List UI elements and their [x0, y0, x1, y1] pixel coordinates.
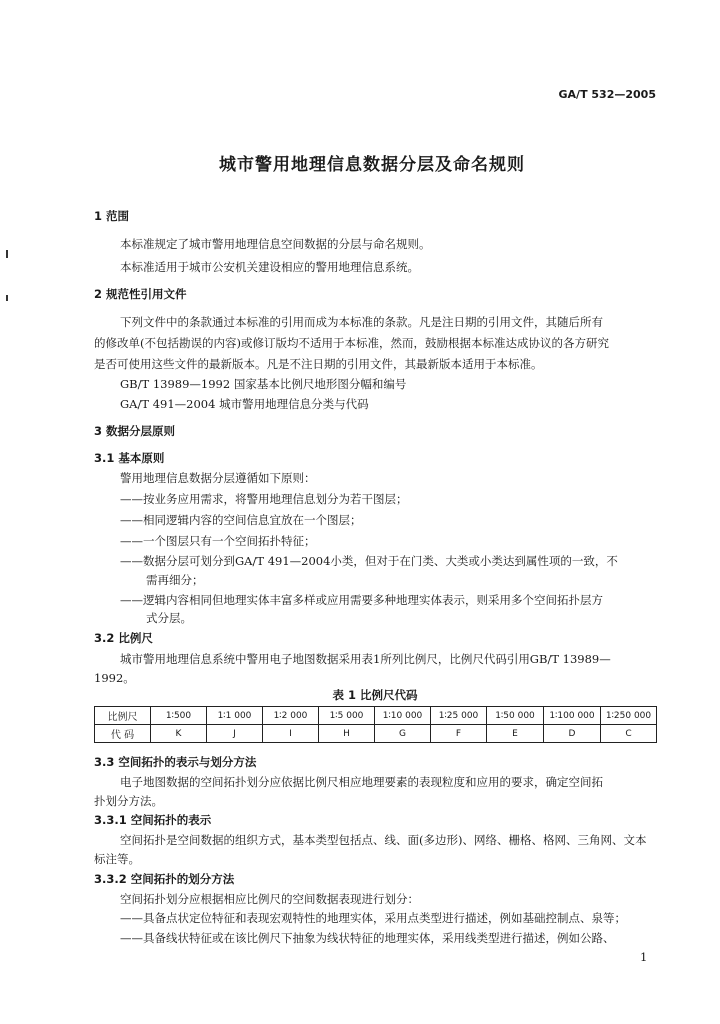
principle-item: ——按业务应用需求，将警用地理信息划分为若干图层； [120, 492, 408, 506]
scale-cell: 1∶5 000 [319, 707, 375, 725]
table-header-cell: 比例尺 [95, 707, 151, 725]
section-3-heading: 3 数据分层原则 [94, 424, 176, 438]
section-2-paragraph: 是否可使用这些文件的最新版本。凡是不注日期的引用文件，其最新版本适用于本标准。 [94, 357, 543, 371]
scale-cell: 1∶100 000 [544, 707, 601, 725]
section-3-3-2-intro: 空间拓扑划分应根据相应比例尺的空间数据表现进行划分： [120, 892, 419, 906]
section-3-2-paragraph: 1992。 [94, 671, 135, 685]
section-3-2-heading: 3.2 比例尺 [94, 631, 153, 645]
topology-item: ——具备点状定位特征和表现宏观特性的地理实体，采用点类型进行描述，例如基础控制点、泉等； [120, 911, 626, 925]
section-2-heading: 2 规范性引用文件 [94, 287, 187, 301]
table-caption: 表 1 比例尺代码 [332, 688, 418, 702]
scale-cell: 1∶250 000 [601, 707, 657, 725]
principle-item: ——相同逻辑内容的空间信息宜放在一个图层； [120, 513, 362, 527]
principle-item-continuation: 需再细分； [146, 573, 204, 587]
code-cell: G [375, 725, 431, 743]
code-cell: C [601, 725, 657, 743]
reference-item: GB/T 13989—1992 国家基本比例尺地形图分幅和编号 [120, 377, 407, 391]
table-row [95, 725, 657, 743]
section-3-3-2-heading: 3.3.2 空间拓扑的划分方法 [94, 872, 235, 886]
topology-item: ——具备线状特征或在该比例尺下抽象为线状特征的地理实体，采用线类型进行描述，例如公路、 [120, 931, 615, 945]
scale-cell: 1∶500 [151, 707, 207, 725]
section-3-1-intro: 警用地理信息数据分层遵循如下原则： [120, 471, 316, 485]
scan-edge-mark [6, 295, 8, 301]
section-3-3-paragraph: 扑划分方法。 [94, 794, 163, 808]
table-header-cell: 代 码 [95, 725, 151, 743]
section-3-3-1-heading: 3.3.1 空间拓扑的表示 [94, 813, 212, 827]
section-3-1-heading: 3.1 基本原则 [94, 451, 165, 465]
scale-cell: 1∶50 000 [487, 707, 544, 725]
scale-cell: 1∶1 000 [207, 707, 263, 725]
code-cell: J [207, 725, 263, 743]
code-cell: E [487, 725, 544, 743]
section-2-paragraph: 的修改单(不包括勘误的内容)或修订版均不适用于本标准，然而，鼓励根据本标准达成协议的各方研究 [94, 336, 609, 350]
section-1-heading: 1 范围 [94, 209, 130, 223]
code-cell: D [544, 725, 601, 743]
scale-code-table [94, 706, 657, 743]
code-cell: I [263, 725, 319, 743]
principle-item-continuation: 式分层。 [146, 611, 192, 625]
section-3-3-1-paragraph: 空间拓扑是空间数据的组织方式，基本类型包括点、线、面(多边形)、网络、栅格、格网、三角网、文本 [120, 833, 647, 847]
scale-cell: 1∶10 000 [375, 707, 431, 725]
document-title: 城市警用地理信息数据分层及命名规则 [219, 155, 525, 175]
scale-cell: 1∶25 000 [431, 707, 487, 725]
code-cell: F [431, 725, 487, 743]
section-3-2-paragraph: 城市警用地理信息系统中警用电子地图数据采用表1所列比例尺，比例尺代码引用GB/T 13989— [120, 652, 611, 666]
scale-cell: 1∶2 000 [263, 707, 319, 725]
standard-number: GA/T 532—2005 [558, 88, 656, 101]
code-cell: K [151, 725, 207, 743]
section-3-3-1-paragraph: 标注等。 [94, 852, 140, 866]
principle-item: ——数据分层可划分到GA/T 491—2004小类，但对于在门类、大类或小类达到属性项的一致，不 [120, 554, 618, 568]
page-number: 1 [640, 950, 648, 964]
section-3-3-paragraph: 电子地图数据的空间拓扑划分应依据比例尺相应地理要素的表现粒度和应用的要求，确定空间拓 [120, 775, 603, 789]
reference-item: GA/T 491—2004 城市警用地理信息分类与代码 [120, 397, 369, 411]
section-1-paragraph: 本标准规定了城市警用地理信息空间数据的分层与命名规则。 [120, 237, 431, 251]
section-1-paragraph: 本标准适用于城市公安机关建设相应的警用地理信息系统。 [120, 260, 419, 274]
scan-edge-mark [6, 250, 8, 258]
section-3-3-heading: 3.3 空间拓扑的表示与划分方法 [94, 755, 257, 769]
section-2-paragraph: 下列文件中的条款通过本标准的引用而成为本标准的条款。凡是注日期的引用文件，其随后所有 [120, 315, 603, 329]
principle-item: ——一个图层只有一个空间拓扑特征； [120, 534, 316, 548]
table-row [95, 707, 657, 725]
principle-item: ——逻辑内容相同但地理实体丰富多样或应用需要多种地理实体表示，则采用多个空间拓扑层方 [120, 593, 603, 607]
code-cell: H [319, 725, 375, 743]
